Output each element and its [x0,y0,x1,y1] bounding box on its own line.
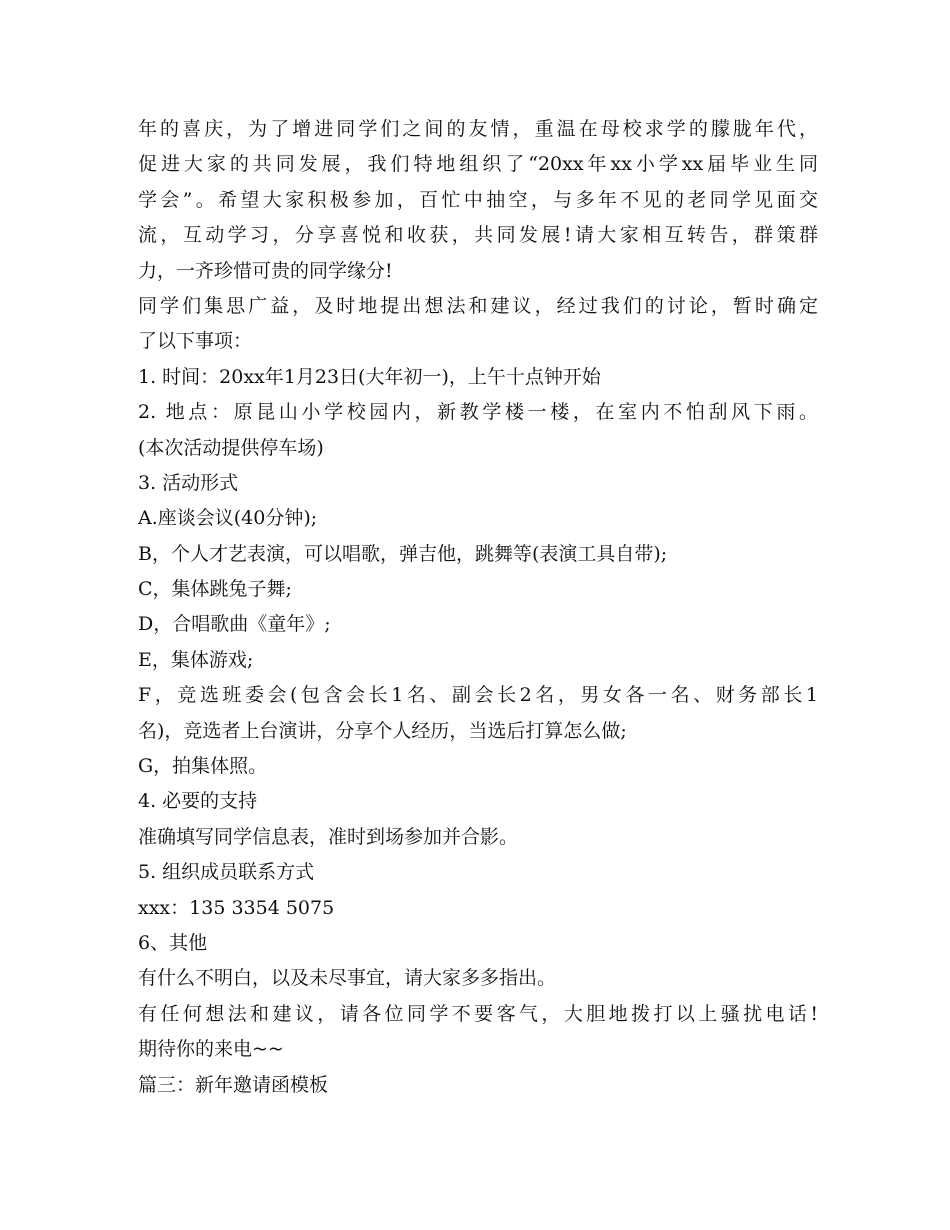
text-line: 期待你的来电~~ [138,1038,284,1061]
chapter-heading: 篇三：新年邀请函模板 [138,1073,329,1096]
list-item: D，合唱歌曲《童年》; [138,613,331,636]
text-line: 同学们集思广益，及时地提出想法和建议，经过我们的讨论，暂时确定 [138,294,818,317]
list-item-time: 1. 时间：20xx年1月23日(大年初一)，上午十点钟开始 [138,365,601,388]
text-line: 年的喜庆，为了增进同学们之间的友情，重温在母校求学的朦胧年代， [138,118,818,140]
section-heading: 3. 活动形式 [138,471,239,494]
list-item: C，集体跳兔子舞; [138,578,292,601]
text-line: 力，一齐珍惜可贵的同学缘分! [138,259,393,282]
section-heading: 5. 组织成员联系方式 [138,861,315,884]
text-line: 流，互动学习，分享喜悦和收获，共同发展!请大家相互转告，群策群 [138,224,818,247]
list-item: E，集体游戏; [138,648,254,671]
list-item: G，拍集体照。 [138,755,268,778]
list-item: A.座谈会议(40分钟); [138,507,318,530]
section-heading: 4. 必要的支持 [138,790,258,813]
text-line: 促进大家的共同发展，我们特地组织了“20xx年xx小学xx届毕业生同 [138,153,818,176]
document-body [138,112,818,1103]
text-line: 了以下事项： [138,330,253,353]
text-line: 有任何想法和建议，请各位同学不要客气，大胆地拨打以上骚扰电话! [138,1002,818,1025]
contact-phone: xxx：135 3354 5075 [138,896,335,919]
text-line: 有什么不明白，以及未尽事宜，请大家多多指出。 [138,967,557,990]
section-heading: 6、其他 [138,931,208,954]
text-line: 学会”。希望大家积极参加，百忙中抽空，与多年不见的老同学见面交 [138,188,818,211]
text-line: (本次活动提供停车场) [138,436,324,459]
list-item: F，竞选班委会(包含会长1名、副会长2名，男女各一名、财务部长1 [138,684,818,707]
list-item-location: 2. 地点：原昆山小学校园内，新教学楼一楼，在室内不怕刮风下雨。 [138,401,818,424]
text-line: 名)，竞选者上台演讲，分享个人经历，当选后打算怎么做; [138,719,627,742]
text-line: 准确填写同学信息表，准时到场参加并合影。 [138,825,519,848]
list-item: B，个人才艺表演，可以唱歌，弹吉他，跳舞等(表演工具自带); [138,542,668,565]
